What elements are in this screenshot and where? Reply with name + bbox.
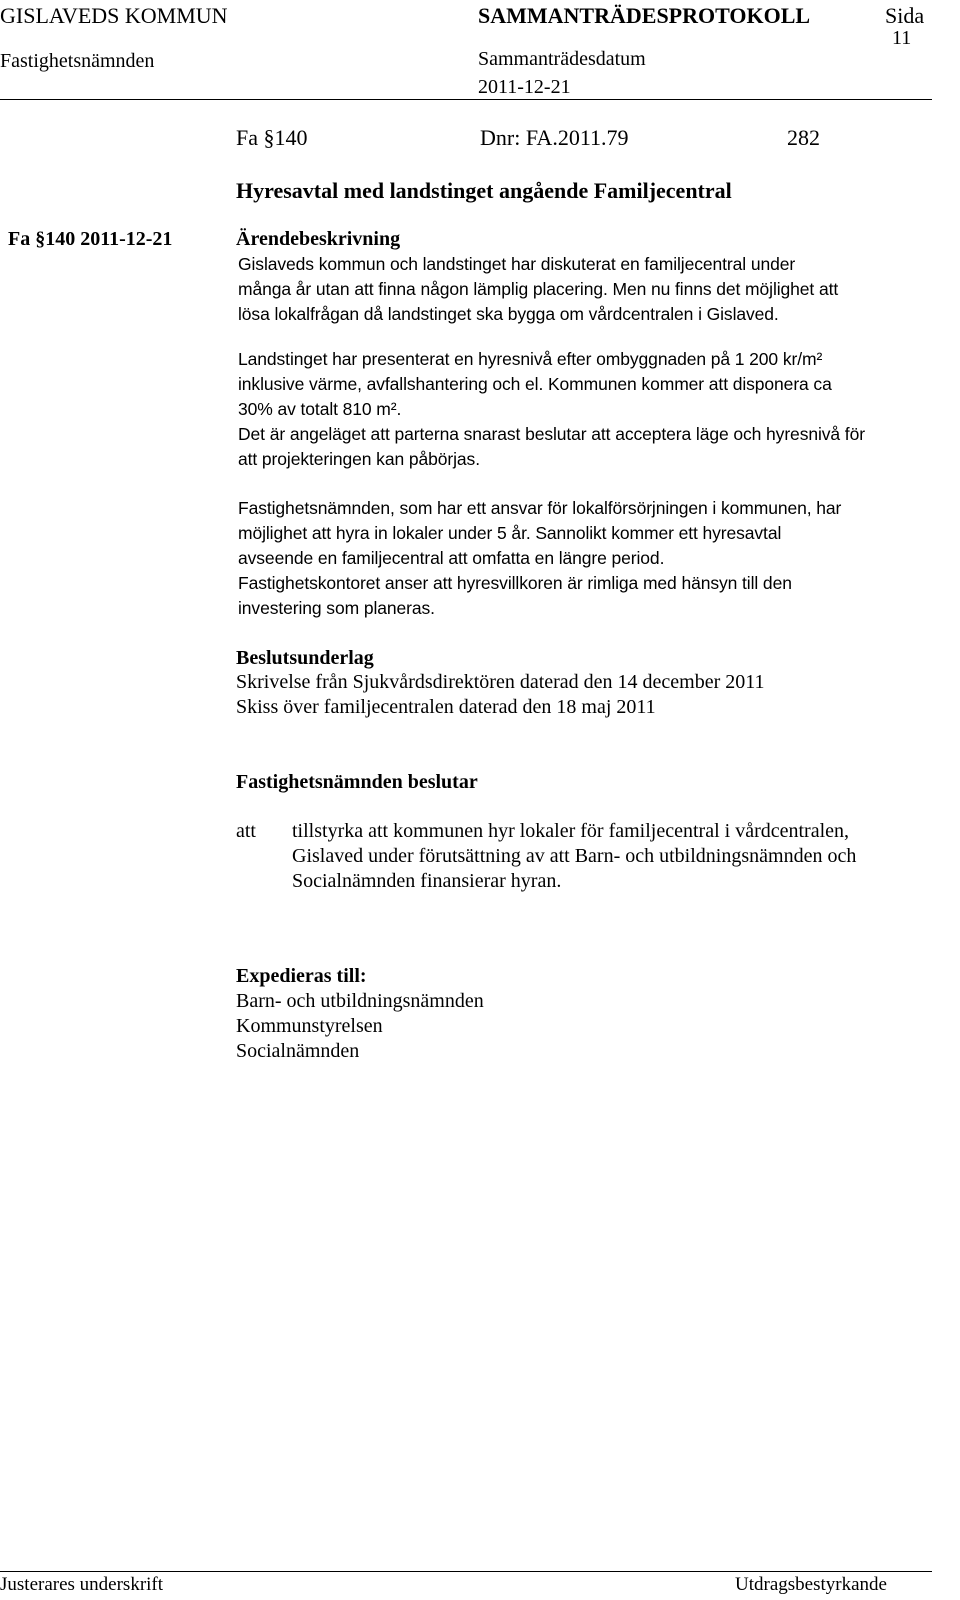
case-paragraph-ref: Fa §140 [236, 125, 308, 150]
description-heading: Ärendebeskrivning [236, 228, 401, 250]
case-number: 282 [787, 125, 820, 150]
decision-lead: att [236, 820, 256, 842]
margin-reference: Fa §140 2011-12-21 [8, 228, 173, 250]
description-paragraph-2 [238, 347, 938, 472]
page-number: 11 [892, 27, 912, 49]
dispatch-item: Socialnämnden [236, 1040, 360, 1062]
description-paragraph-3 [238, 496, 938, 621]
case-title: Hyresavtal med landstinget angående Familjecentral [236, 178, 732, 203]
text-line: 30% av totalt 810 m². [238, 399, 402, 419]
text-line: Gislaveds kommun och landstinget har diskuterat en familjecentral under [238, 254, 796, 274]
description-paragraph-1 [238, 252, 938, 327]
decision-line: Gislaved under förutsättning av att Barn- och utbildningsnämnden och [292, 845, 857, 867]
signature-label: Justerares underskrift [0, 1574, 164, 1595]
basis-item: Skiss över familjecentralen daterad den 18 maj 2011 [236, 696, 656, 718]
certification-label: Utdragsbestyrkande [735, 1574, 887, 1595]
text-line: Fastighetsnämnden, som har ett ansvar för lokalförsörjningen i kommunen, har [238, 498, 842, 518]
text-line: många år utan att finna någon lämplig placering. Men nu finns det möjlighet att [238, 279, 839, 299]
text-line: avseende en familjecentral att omfatta en längre period. [238, 548, 665, 568]
document-type: SAMMANTRÄDESPROTOKOLL [478, 3, 811, 28]
page-label: Sida [885, 3, 925, 28]
footer-divider [0, 1571, 932, 1572]
dispatch-item: Kommunstyrelsen [236, 1015, 383, 1037]
decision-line: tillstyrka att kommunen hyr lokaler för familjecentral i vårdcentralen, [292, 820, 850, 842]
meeting-date-label: Sammanträdesdatum [478, 48, 646, 70]
text-line: lösa lokalfrågan då landstinget ska bygga om vårdcentralen i Gislaved. [238, 304, 779, 324]
meeting-date: 2011-12-21 [478, 76, 571, 98]
text-line: att projekteringen kan påbörjas. [238, 449, 480, 469]
text-line: Det är angeläget att parterna snarast beslutar att acceptera läge och hyresnivå för [238, 424, 865, 444]
org-name: GISLAVEDS KOMMUN [0, 3, 228, 28]
text-line: möjlighet att hyra in lokaler under 5 år. Sannolikt kommer ett hyresavtal [238, 523, 782, 543]
text-line: Fastighetskontoret anser att hyresvillkoren är rimliga med hänsyn till den [238, 573, 792, 593]
text-line: inklusive värme, avfallshantering och el. Kommunen kommer att disponera ca [238, 374, 832, 394]
basis-heading: Beslutsunderlag [236, 647, 374, 669]
header-divider [0, 99, 932, 100]
dispatch-item: Barn- och utbildningsnämnden [236, 990, 484, 1012]
committee-name: Fastighetsnämnden [0, 50, 155, 72]
text-line: investering som planeras. [238, 598, 435, 618]
text-line: Landstinget har presenterat en hyresnivå efter ombyggnaden på 1 200 kr/m² [238, 349, 823, 369]
dispatch-heading: Expedieras till: [236, 965, 367, 987]
decision-line: Socialnämnden finansierar hyran. [292, 870, 562, 892]
case-dnr: Dnr: FA.2011.79 [480, 125, 629, 150]
basis-item: Skrivelse från Sjukvårdsdirektören daterad den 14 december 2011 [236, 671, 765, 693]
decision-heading: Fastighetsnämnden beslutar [236, 771, 478, 793]
